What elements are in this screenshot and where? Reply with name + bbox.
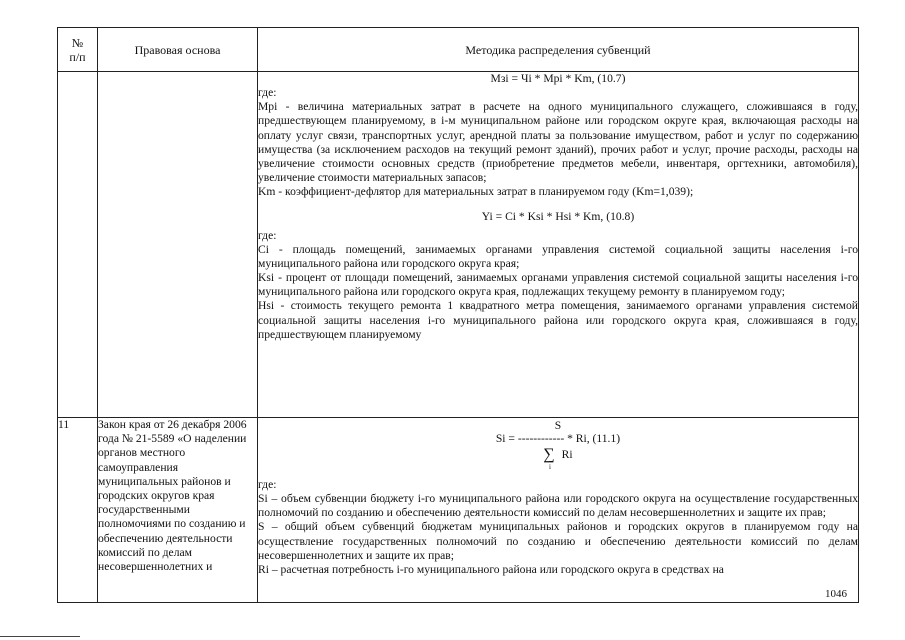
formula-11-1 — [258, 418, 858, 474]
sum-symbol: ∑ — [543, 446, 555, 463]
formula-10-8: Yi = Ci * Ksi * Hsi * Km, (10.8) — [481, 210, 635, 224]
row11-law-cell: Закон края от 26 декабря 2006 года № 21-5589 «О наделении органов местного самоуправления муниципальных районов и городских округов края государственными полномочиями по созданию и обеспечению деятельности комиссий по делам несовершеннолетних и — [98, 418, 258, 603]
row10-law-cell — [98, 72, 258, 418]
row10-method-cell — [258, 72, 859, 418]
header-num-label: № п/п — [69, 35, 86, 64]
ci-definition: Ci - площадь помещений, занимаемых органами управления системой социальной защиты населения i-го муниципального района или городского округа края; — [258, 242, 858, 270]
si-definition: Si – объем субвенции бюджету i-го муниципального района или городского округа на осуществление государственных полномочий по созданию и обеспечению деятельности комиссий по делам несовершеннолетних и защите их прав; — [258, 492, 858, 520]
header-num — [58, 28, 98, 72]
footnote-separator — [0, 636, 80, 637]
page-number: 1046 — [825, 588, 847, 600]
formula-main-line: Si = ------------ * Ri, (11.1) — [495, 432, 621, 445]
where-label-2: где: — [258, 228, 277, 242]
where-label-1: где: — [258, 86, 277, 100]
sum-index: i — [549, 463, 551, 471]
ksi-definition: Ksi - процент от площади помещений, занимаемых органами управления системой социальной защиты населения i-го муниципального района или городского округа края, подлежащих текущему ремонту в планируемом году; — [258, 271, 858, 299]
row11-method-cell — [258, 418, 859, 603]
km-definition: Km - коэффициент-дефлятор для материальных затрат в планируемом году (Km=1,039); — [258, 185, 694, 199]
formula-10-7: Мзi = Чi * Мрi * Km, (10.7) — [490, 72, 626, 85]
formula-denominator-ri: Ri — [561, 447, 573, 461]
mpi-definition: Мрi - величина материальных затрат в расчете на одного муниципального служащего, сложившаяся в году, предшествующем планируемому, в i-м муниципальном районе или городском округе края, включающая расходы на оплату услуг связи, транспортных услуг, арендной платы за пользование имуществом, работ и услуг по содержанию имущества (за исключением расходов на текущий ремонт зданий), прочих работ и услуг, прочие расходы, расходы на увеличение стоимости основных средств (приобретение предметов мебели, инвентаря, оргтехники, автомобиля), увеличение стоимости материальных запасов; — [258, 100, 858, 185]
formula-denominator — [258, 447, 858, 474]
hsi-definition: Hsi - стоимость текущего ремонта 1 квадратного метра помещения, занимаемого органами управления системой социальной защиты населения i-го муниципального района или городского округа края, сложившаяся в году, предшествующем планируемому — [258, 299, 858, 341]
table-row-11 — [58, 418, 859, 603]
row11-num-cell: 11 — [58, 418, 98, 603]
header-legal-basis: Правовая основа — [98, 28, 258, 72]
formula-numerator: S — [554, 419, 562, 432]
subvention-table — [57, 27, 859, 603]
where-label-3: где: — [258, 478, 277, 491]
header-method: Методика распределения субвенций — [258, 28, 859, 72]
s-definition: S – общий объем субвенций бюджетам муниципальных районов и городских округов в планируемом году на осуществление государственных полномочий по созданию и обеспечению деятельности комиссий по делам несовершеннолетних и защите их прав; — [258, 520, 858, 562]
row10-num-cell — [58, 72, 98, 418]
table-header-row — [58, 28, 859, 72]
table-row-10-continued — [58, 72, 859, 418]
ri-definition: Ri – расчетная потребность i-го муниципального района или городского округа в средствах на — [258, 562, 724, 576]
